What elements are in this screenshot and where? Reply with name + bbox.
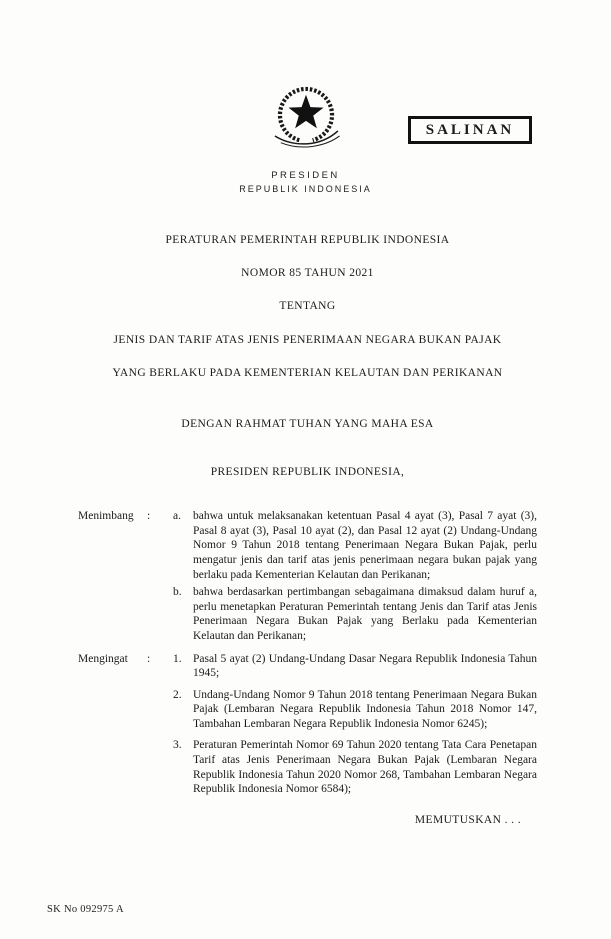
- salinan-label: SALINAN: [425, 121, 515, 138]
- list-item: [173, 652, 537, 681]
- mengingat-colon: :: [147, 652, 151, 665]
- letterhead: [0, 170, 611, 194]
- title-regulation: PERATURAN PEMERINTAH REPUBLIK INDONESIA: [165, 234, 450, 246]
- menimbang-colon: :: [147, 510, 151, 523]
- title-subject-line1: JENIS DAN TARIF ATAS JENIS PENERIMAAN NEGARA BUKAN PAJAK: [113, 333, 502, 346]
- mengingat-label: Mengingat: [78, 652, 128, 665]
- mengingat-items: [173, 652, 537, 797]
- letterhead-republik-indonesia: REPUBLIK INDONESIA: [239, 184, 372, 194]
- list-item: [173, 585, 537, 643]
- salinan-stamp: [408, 116, 532, 144]
- item-marker: a.: [173, 510, 181, 523]
- item-text: Peraturan Pemerintah Nomor 69 Tahun 2020 tentang Tata Cara Penetapan Tarif atas Jenis Penerimaan Negara Bukan Pajak (Lembaran Negara Republik Indonesia Tahun 2020 Nomor 268, Tambahan Lembaran Negara Republik Indonesia Nomor 6584);: [193, 739, 537, 796]
- item-marker: 1.: [173, 652, 182, 665]
- item-marker: 3.: [173, 739, 182, 752]
- list-item: [173, 688, 537, 732]
- document-body: [78, 233, 537, 827]
- title-grace: DENGAN RAHMAT TUHAN YANG MAHA ESA: [181, 417, 434, 430]
- item-marker: b.: [173, 586, 182, 599]
- item-text: bahwa berdasarkan pertimbangan sebagaimana dimaksud dalam huruf a, perlu menetapkan Peraturan Pemerintah tentang Jenis dan Tarif atas Jenis Penerimaan Negara Bukan Pajak yang Berlaku pada Kementerian Kelautan dan Perikanan;: [193, 586, 537, 642]
- list-item: [173, 509, 537, 582]
- title-about-label: TENTANG: [279, 300, 336, 313]
- memutuskan-catchword: MEMUTUSKAN . . .: [414, 813, 521, 826]
- menimbang-section: [78, 509, 537, 643]
- letterhead-presiden: PRESIDEN: [271, 170, 340, 181]
- menimbang-items: [173, 509, 537, 643]
- item-marker: 2.: [173, 688, 182, 701]
- item-text: bahwa untuk melaksanakan ketentuan Pasal 4 ayat (3), Pasal 7 ayat (3), Pasal 8 ayat (3), Pasal 10 ayat (2), dan Pasal 12 ayat (2) Undang-Undang Nomor 9 Tahun 2018 tentang Penerimaan Negara Bukan Pajak, perlu mengatur jenis dan tarif atas jenis penerimaan negara bukan pajak yang berlaku pada Kementerian Kelautan dan Perikanan;: [193, 510, 537, 581]
- menimbang-label: Menimbang: [78, 510, 134, 523]
- list-item: [173, 738, 537, 796]
- presidential-seal-icon: [264, 82, 348, 163]
- mengingat-section: [78, 652, 537, 797]
- title-number: NOMOR 85 TAHUN 2021: [241, 266, 374, 279]
- sk-control-number: SK No 092975 A: [47, 904, 124, 915]
- title-authority: PRESIDEN REPUBLIK INDONESIA,: [210, 465, 405, 478]
- title-subject-line2: YANG BERLAKU PADA KEMENTERIAN KELAUTAN DAN PERIKANAN: [112, 367, 503, 380]
- item-text: Pasal 5 ayat (2) Undang-Undang Dasar Negara Republik Indonesia Tahun 1945;: [193, 652, 537, 680]
- item-text: Undang-Undang Nomor 9 Tahun 2018 tentang Penerimaan Negara Bukan Pajak (Lembaran Negara Republik Indonesia Tahun 2018 Nomor 147, Tambahan Lembaran Negara Republik Indonesia Nomor 6245);: [193, 688, 537, 730]
